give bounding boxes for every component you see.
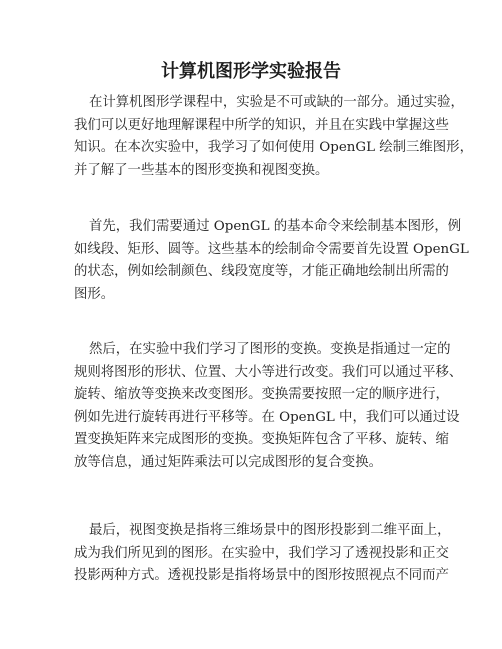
paragraph-line: 的状态，例如绘制颜色、线段宽度等，才能正确地绘制出所需的 — [74, 264, 449, 280]
document-title: 计算机图形学实验报告 — [161, 61, 341, 82]
paragraph-line: 我们可以更好地理解课程中所学的知识，并且在实践中掌握这些 — [74, 117, 449, 133]
paragraph-line: 旋转、缩放等变换来改变图形。变换需要按照一定的顺序进行， — [74, 387, 449, 403]
paragraph-line: 知识。在本次实验中，我学习了如何使用 OpenGL 绘制三维图形， — [74, 140, 473, 156]
paragraph-line: 最后，视图变换是指将三维场景中的图形投影到二维平面上， — [89, 523, 451, 538]
paragraph-line: 投影两种方式。透视投影是指将场景中的图形按照视点不同而产 — [74, 568, 449, 584]
paragraph-line: 例如先进行旋转再进行平移等。在 OpenGL 中，我们可以通过设 — [74, 409, 460, 425]
paragraph-line: 成为我们所见到的图形。在实验中，我们学习了透视投影和正交 — [74, 545, 449, 561]
paragraph-line: 并了解了一些基本的图形变换和视图变换。 — [74, 162, 329, 178]
paragraph-line: 置变换矩阵来完成图形的变换。变换矩阵包含了平移、旋转、缩 — [74, 432, 449, 448]
paragraph-line: 然后，在实验中我们学习了图形的变换。变换是指通过一定的 — [89, 342, 451, 357]
paragraph-line: 如线段、矩形、圆等。这些基本的绘制命令需要首先设置 OpenGL — [74, 241, 469, 257]
paragraph-intro — [74, 92, 473, 182]
paragraph-line: 放等信息，通过矩阵乘法可以完成图形的复合变换。 — [74, 454, 382, 470]
paragraph-line: 首先，我们需要通过 OpenGL 的基本命令来绘制基本图形，例 — [89, 219, 462, 234]
paragraph-view-transform — [74, 520, 454, 588]
paragraph-line: 在计算机图形学课程中，实验是不可或缺的一部分。通过实验， — [89, 95, 464, 110]
paragraph-transformations — [74, 339, 463, 475]
paragraph-line: 图形。 — [74, 286, 115, 302]
paragraph-line: 规则将图形的形状、位置、大小等进行改变。我们可以通过平移、 — [74, 364, 463, 380]
paragraph-basic-drawing — [74, 216, 469, 306]
